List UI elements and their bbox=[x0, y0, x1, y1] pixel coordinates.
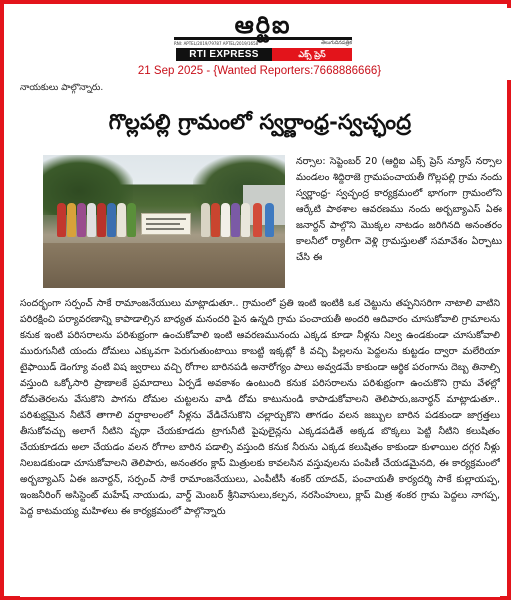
logo-registration: RNI: APTEL/2019/79787 APTEL/2019/1658 bbox=[174, 41, 259, 46]
photo-banner bbox=[141, 213, 191, 235]
photo-person bbox=[253, 203, 262, 237]
banner-line bbox=[146, 218, 186, 220]
article-headline: గొల్లపల్లి గ్రామంలో స్వర్ణాంధ్ర-స్వచ్ఛంద్ర bbox=[108, 110, 412, 134]
photo-ground bbox=[43, 243, 285, 288]
carryover-text: నాయకులు పాల్గొన్నారు. bbox=[20, 83, 104, 93]
photo-person bbox=[87, 203, 96, 237]
banner-line bbox=[146, 223, 180, 225]
logo-wordmark: ఆర్టిఐ bbox=[174, 10, 352, 40]
logo-tagline: తెలుగుదినపత్రిక bbox=[321, 40, 352, 46]
edition-label-telugu: ఎక్స్ ప్రెస్ bbox=[272, 48, 352, 61]
photo-person bbox=[211, 203, 220, 237]
photo-person bbox=[241, 203, 250, 237]
banner-line bbox=[146, 228, 184, 230]
photo-person bbox=[201, 203, 210, 237]
article-body: సందర్భంగా సర్పంచ్ సాకే రామాంజనేయులు మాట్లాడుతూ.. గ్రామంలో ప్రతి ఇంటి ఇంటికి ఒక చెట్టును తప్పనిసరిగా నాటాలి వాటిని పరిరక్షించి పర్యావరణాన్ని కాపాడాల్సిన బాధ్యత మనందరి పైన ఉన్నది గ్రామ పంచాయతీ అందరి ఆదివారం చూసుకోవాలి గ్రామాలను కనుక ఇంటి పరిసరాలను పరిశుభ్రంగా ఉంచుకోవాలి ఇంటి ఆవరణమునందు ఎక్కడ కూడా నీళ్లను నిల్వ ఉండకుండా చూసుకోవాలి మురుగునీటి యందు దోమలు ఎక్కువగా పెరుగుతుంటాయి కాబట్టి ఇక్కట్లో కి వచ్చి పిల్లలను పెద్దలను కుట్టడం ద్వారా మలేరియా టైఫాయిడ్ డెంగ్యూ వంటి విష జ్వరాలు వచ్చి రోగాల బారినపడి అనారోగ్యం పాలు అవ్వడమే కాకుండా ఆర్థిక పరంగాను దెబ్బ తినాల్సి వస్తుంది ఒక్కోసారి ప్రాణాలకే ప్రమాదాలు ఏర్పడే అవకాశం ఉంటుంది కనుక పరిసరాలను పరిశుభ్రంగా ఉంచుకొని గ్రామ వేళల్లో దోమతెరలను వేసుకొని పాగను దోమల చుట్టలను వాడి దోమ కాటునుండి కాపాడుకోవాలని తెలిపారు,జనార్ధన్ మాట్లాడుతూ.. పరిశుభ్రమైన నీటినే తాగాలి వర్షాకాలంలో నీళ్లను వేడిచేసుకొని చల్లార్చుకొని తాగడం వలన జబ్బుల బారిన పడకుండా జాగ్రత్తలు తీసుకోవచ్చు అలాగే నీటిని వృధా చేయకూడదు ట్రాగునీటి పైపులైన్లను ఎక్కడపడితే అక్కడ బొక్కలు పెట్టి నీటిని కలుషితం చేయకూడదు అలా చేయడం వలన రోగాల బారిన పడాల్సి వస్తుంది కనుక నీరును ఎక్కడ కలుషితం కాకుండా కుళాయిల దగ్గర నీళ్లు నిలబడకుండా చూసుకోవాలని తెలిపారు, అనంతరం క్లాప్ మిత్రులకు కావలసిన వస్తువులను పంపిణీ చేయడమైనది, ఈ కార్యక్రమంలో అర్బబ్యాఎస్ ఏఈ జనార్దన్, సర్పంచ్ సాకే రామాంజనేయులు, ఎంపీటీసీ శంకర్ యాదవ్, పంచాయతీ కార్యదర్శి సాకే కుల్లాయప్ప, ఇంజనీరింగ్ అసిస్టెంట్ మహేష్ నాయుడు, వార్డ్ మెంబర్ శ్రీనివాసులు,కల్పన, నరసింహులు, క్లాప్ మిత్ర శంకర గ్రామ పెద్దలు నాగప్ప, పెద్ద కాటమయ్య మహిళలు ఈ కార్యక్రమంలో పాల్గొన్నారు bbox=[20, 298, 500, 517]
photo-person bbox=[117, 203, 126, 237]
article-lead-column: నర్సాల: సెప్టెంబర్ 20 (ఆర్టిఐ ఎక్స్ ప్రెస్ న్యూస్ నర్సాల మండలం శిద్దిరాజె గ్రామపంచాయతీ గొల్లపల్లి గ్రామ నందు స్వర్ణాంధ్ర- స్వచ్ఛంద్ర కార్యక్రమంలో భాగంగా గ్రామంలోని ఆర్కేటి పాఠశాల ఆవరణము నందు అర్బబ్యాఎస్ ఏఈ జనార్దన్ పాల్గొని మొక్కల నాటడం జరిగినది అనంతరం కాలనీలో ర్యాలీగా వెళ్లి గ్రామస్తులతో సమావేశం ఏర్పాటు చేసి ఈ bbox=[296, 156, 502, 263]
photo-person bbox=[67, 203, 76, 237]
photo-person bbox=[265, 203, 274, 237]
photo-person bbox=[77, 203, 86, 237]
photo-person bbox=[97, 203, 106, 237]
masthead bbox=[8, 8, 511, 80]
newspaper-logo bbox=[174, 10, 352, 50]
photo-person bbox=[57, 203, 66, 237]
photo-person bbox=[107, 203, 116, 237]
photo-person bbox=[231, 203, 240, 237]
article bbox=[20, 82, 500, 597]
edition-band bbox=[176, 48, 352, 61]
article-photo bbox=[43, 155, 285, 288]
photo-person bbox=[221, 203, 230, 237]
photo-person bbox=[127, 203, 136, 237]
dateline: 21 Sep 2025 - {Wanted Reporters:7668886666} bbox=[137, 65, 382, 77]
edition-label: RTI EXPRESS bbox=[176, 48, 272, 61]
